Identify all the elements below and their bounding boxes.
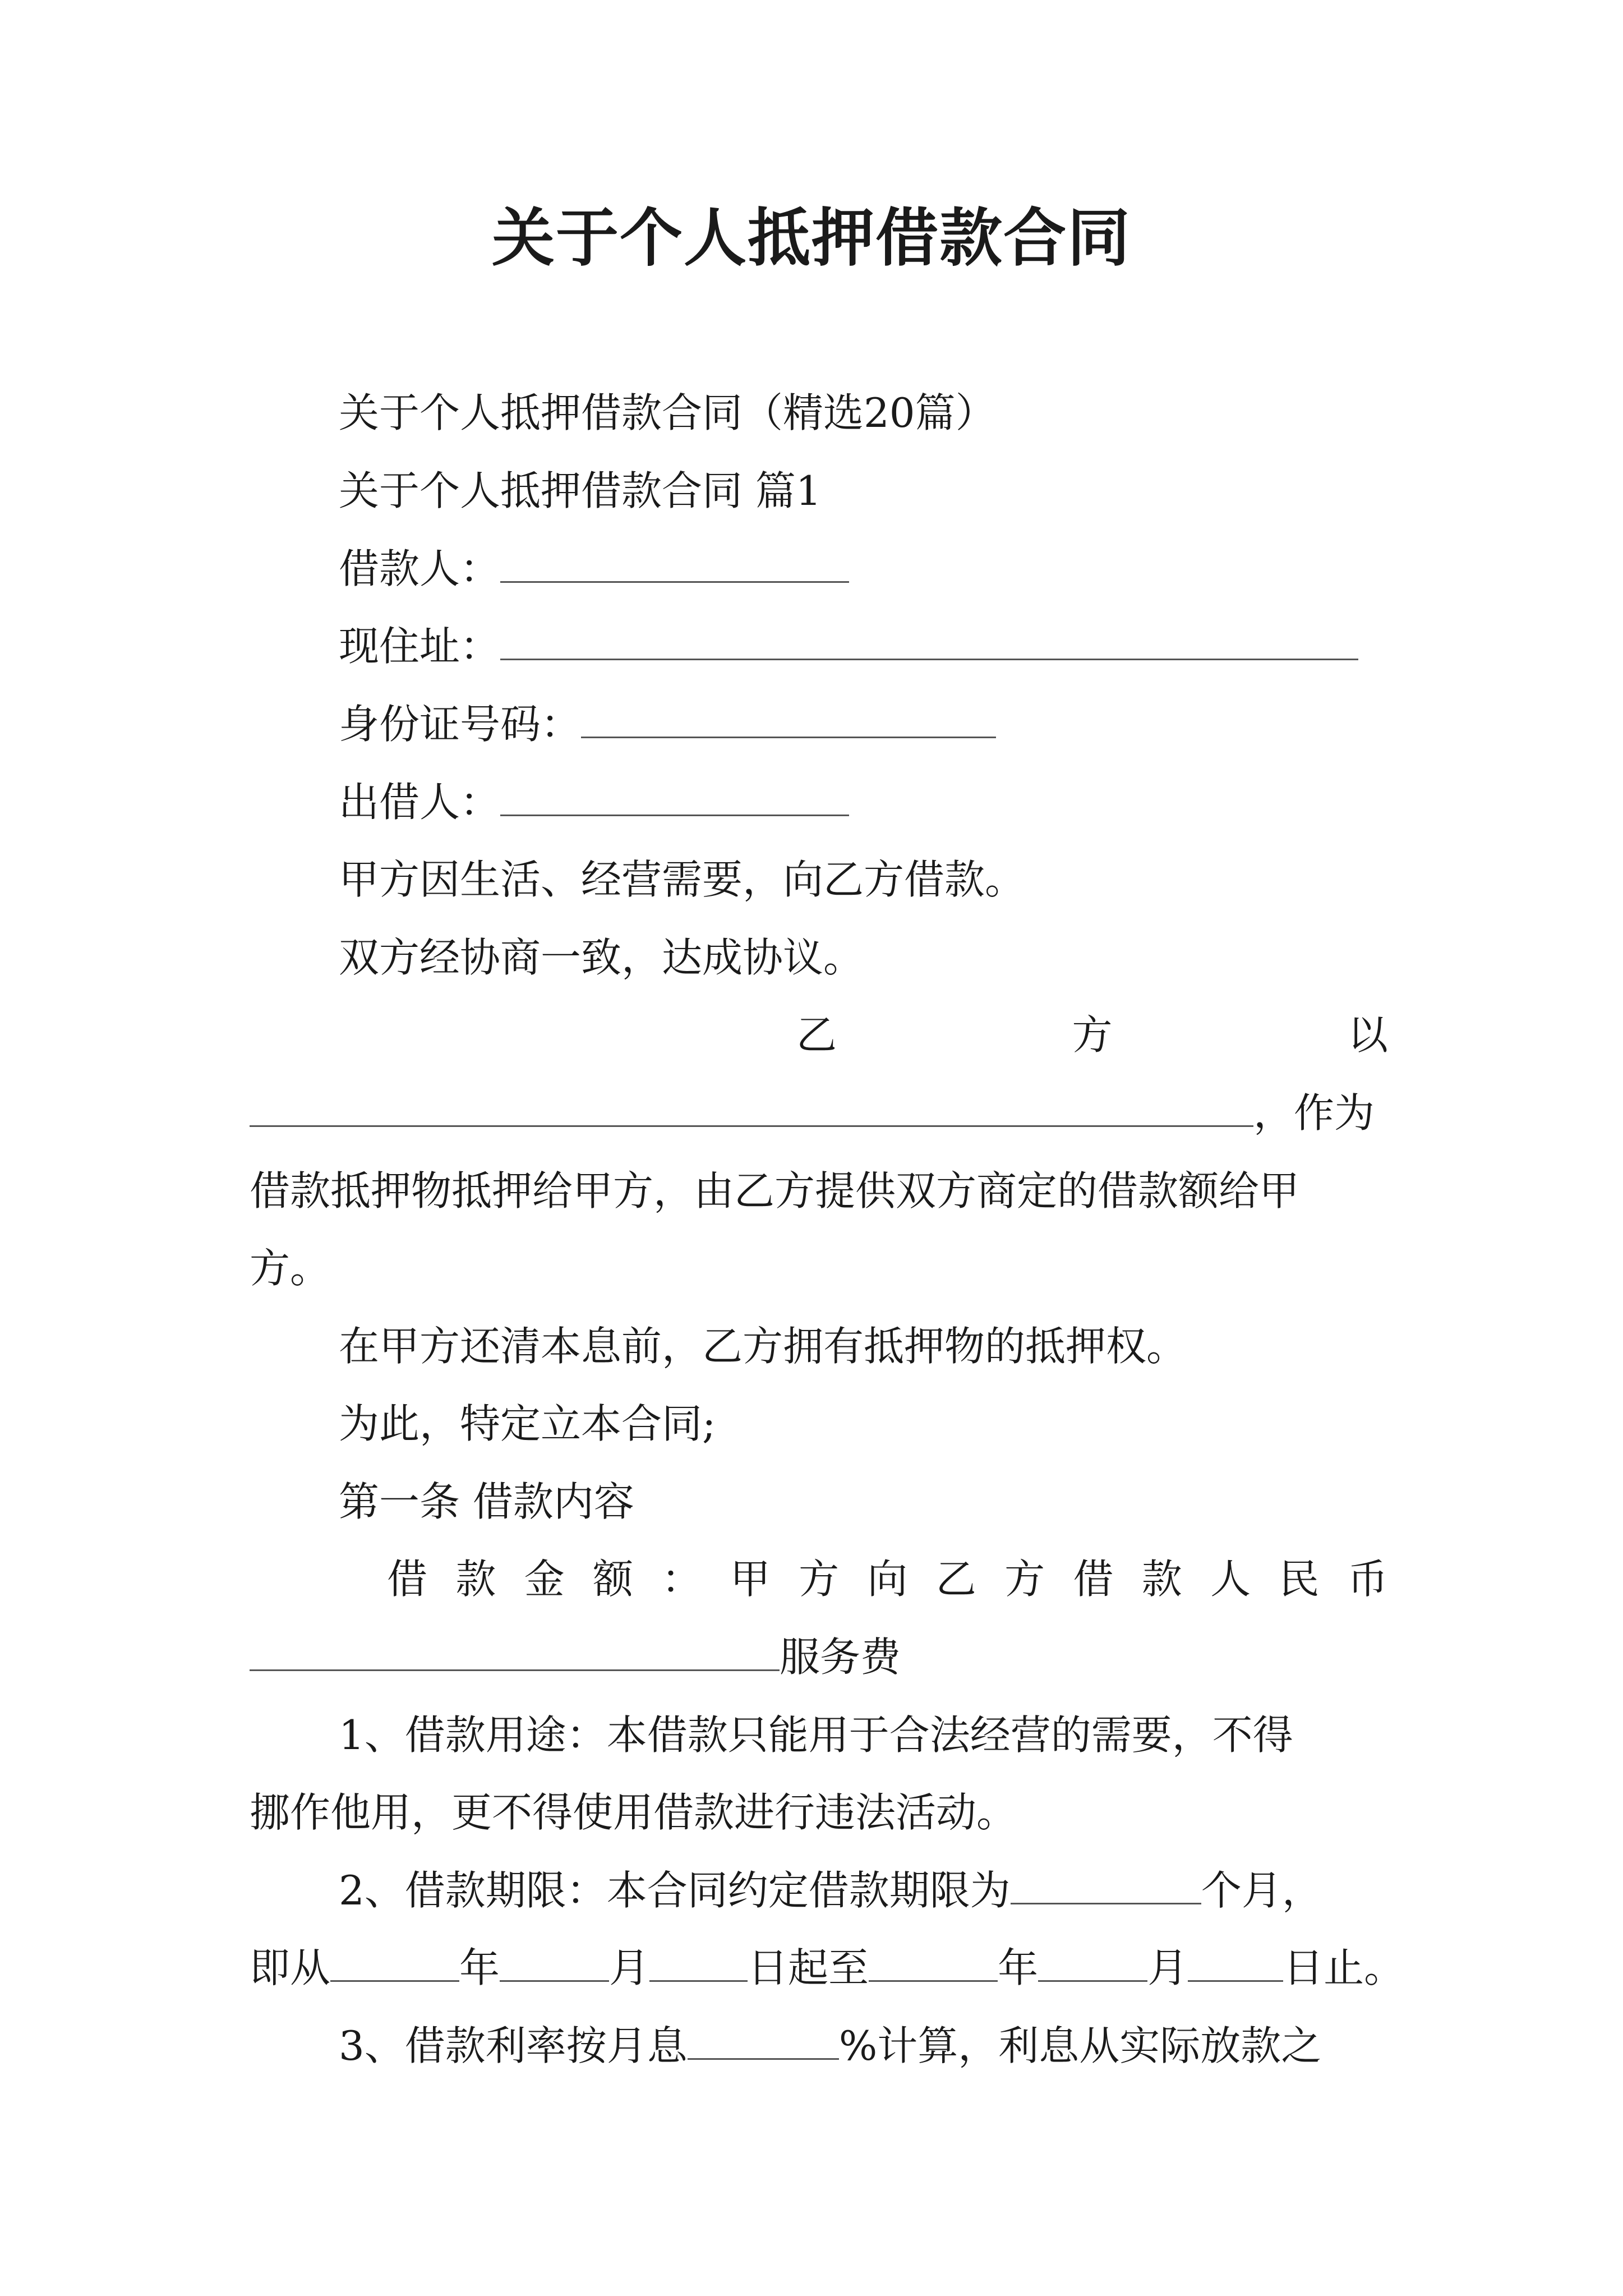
lender-line: [339, 775, 849, 829]
spread-text: [796, 1008, 1388, 1062]
char: 以: [1347, 1011, 1388, 1059]
lender-blank: [500, 782, 849, 816]
paragraph-line: 为此，特定立本合同;: [339, 1400, 716, 1447]
amount-blank: [250, 1637, 780, 1671]
char: 乙: [796, 1011, 837, 1059]
char: 向: [867, 1556, 908, 1603]
date-text: 月: [609, 1944, 650, 1991]
id-blank: [581, 704, 996, 738]
section-heading: 关于个人抵押借款合同 篇1: [339, 467, 822, 514]
paragraph-line: 在甲方还清本息前，乙方拥有抵押物的抵押权。: [339, 1323, 1187, 1370]
fee-line: [250, 1630, 901, 1684]
term-label: 2、借款期限：本合同约定借款期限为: [339, 1867, 1011, 1914]
char: 借: [387, 1556, 428, 1603]
paragraph-line: 借款抵押物抵押给甲方，由乙方提供双方商定的借款额给甲: [250, 1167, 1300, 1214]
date-text: 即从: [250, 1944, 331, 1991]
collateral-tail: ，作为: [1253, 1089, 1375, 1137]
date-blank: [330, 1948, 459, 1982]
interest-tail: %计算，利息从实际放款之: [838, 2022, 1322, 2069]
paragraph-line: 甲方因生活、经营需要，向乙方借款。: [339, 856, 1026, 903]
date-blank: [869, 1948, 998, 1982]
paragraph-line: 方。: [250, 1245, 331, 1292]
address-line: [339, 619, 1358, 673]
char: 币: [1347, 1556, 1388, 1603]
interest-label: 3、借款利率按月息: [339, 2022, 688, 2069]
char: 款: [1141, 1556, 1182, 1603]
char: 方: [1004, 1556, 1045, 1603]
date-text: 年: [998, 1944, 1039, 1991]
fee-label: 服务费: [780, 1634, 901, 1681]
char: 额: [593, 1556, 634, 1603]
char: ：: [661, 1556, 702, 1603]
date-blank: [649, 1948, 748, 1982]
borrower-blank: [500, 549, 849, 583]
date-text: 日起至: [748, 1944, 869, 1991]
paragraph-line: 1、借款用途：本借款只能用于合法经营的需要，不得: [339, 1711, 1293, 1759]
article-heading: 第一条 借款内容: [339, 1478, 634, 1525]
collateral-line: [250, 1086, 1375, 1140]
char: 款: [455, 1556, 496, 1603]
char: 借: [1073, 1556, 1114, 1603]
char: 方: [1072, 1011, 1113, 1059]
spread-line: [796, 1008, 1388, 1062]
lender-label: 出借人：: [339, 779, 501, 826]
date-blank: [1188, 1948, 1283, 1982]
char: 甲: [730, 1556, 771, 1603]
document-title: 关于个人抵押借款合同: [492, 201, 1131, 275]
borrower-line: [339, 542, 849, 596]
interest-blank: [688, 2026, 839, 2060]
char: 方: [799, 1556, 840, 1603]
char: 人: [1210, 1556, 1251, 1603]
address-label: 现住址：: [339, 623, 501, 670]
term-blank: [1011, 1870, 1201, 1904]
term-unit: 个月，: [1201, 1867, 1322, 1914]
date-line: [250, 1941, 1404, 1995]
date-text: 月: [1147, 1944, 1188, 1991]
amount-line: [387, 1552, 1388, 1606]
char: 金: [524, 1556, 565, 1603]
id-label: 身份证号码：: [339, 701, 582, 748]
char: 民: [1279, 1556, 1320, 1603]
term-line: [339, 1864, 1322, 1917]
id-line: [339, 697, 996, 751]
char: 乙: [935, 1556, 976, 1603]
interest-line: [339, 2019, 1321, 2073]
collateral-blank: [250, 1093, 1253, 1127]
date-blank: [500, 1948, 609, 1982]
date-text: 日止。: [1283, 1944, 1405, 1991]
paragraph-line: 挪作他用，更不得使用借款进行违法活动。: [250, 1789, 1017, 1836]
borrower-label: 借款人：: [339, 545, 501, 592]
subtitle-line: 关于个人抵押借款合同（精选20篇）: [339, 389, 996, 436]
amount-text: [387, 1552, 1388, 1606]
paragraph-line: 双方经协商一致，达成协议。: [339, 934, 864, 981]
date-blank: [1038, 1948, 1147, 1982]
address-blank: [500, 626, 1358, 660]
date-text: 年: [459, 1944, 500, 1991]
